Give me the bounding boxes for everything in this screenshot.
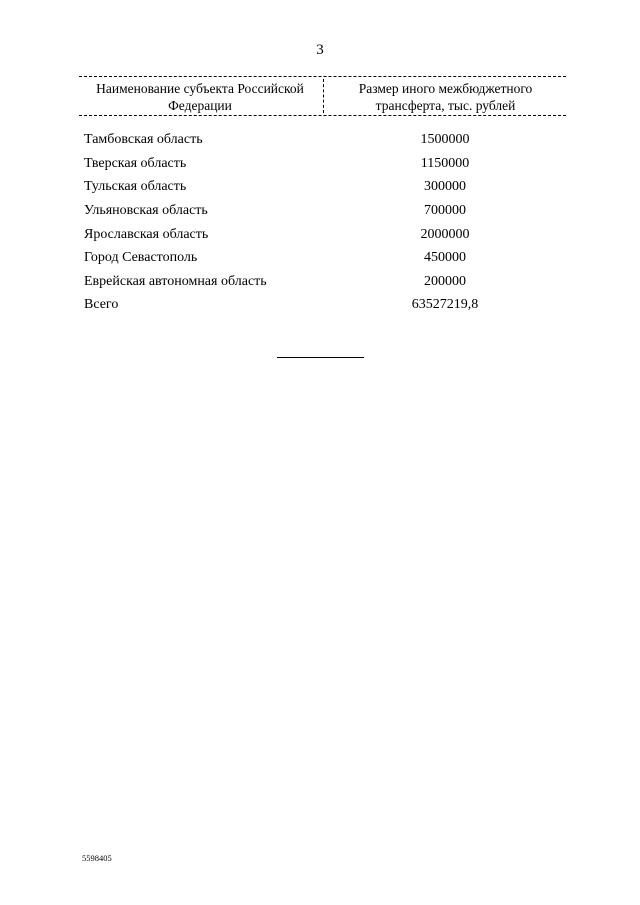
row-total-label: Всего xyxy=(84,297,119,312)
table-row xyxy=(0,153,640,175)
row-transfer-value: 1500000 xyxy=(420,132,470,147)
table-row xyxy=(0,176,640,198)
table-row xyxy=(0,271,640,293)
page-number: 3 xyxy=(316,42,324,58)
row-transfer-value: 1150000 xyxy=(420,156,470,171)
row-subject-name: Ярославская область xyxy=(84,227,209,242)
document-code: 5598405 xyxy=(82,853,112,863)
table-row xyxy=(0,247,640,269)
row-total-value: 63527219,8 xyxy=(411,297,479,312)
row-transfer-value: 200000 xyxy=(424,274,466,289)
header-transfer-amount: Размер иного межбюджетного трансферта, тыс. рублей xyxy=(358,81,533,113)
table-row xyxy=(0,224,640,246)
row-subject-name: Ульяновская область xyxy=(84,203,208,218)
row-subject-name: Тверская область xyxy=(84,156,187,171)
end-of-table-rule xyxy=(277,357,364,358)
table-row xyxy=(0,200,640,222)
row-subject-name: Тамбовская область xyxy=(84,132,203,147)
row-subject-name: Тульская область xyxy=(84,179,187,194)
row-transfer-value: 450000 xyxy=(424,250,466,265)
row-transfer-value: 300000 xyxy=(424,179,466,194)
header-subject-name: Наименование субъекта Российской Федерации xyxy=(96,81,304,113)
row-subject-name: Город Севастополь xyxy=(84,250,198,265)
table-row xyxy=(0,129,640,151)
table-header xyxy=(79,76,566,116)
table-row-total xyxy=(0,294,640,316)
row-transfer-value: 700000 xyxy=(424,203,466,218)
row-subject-name: Еврейская автономная область xyxy=(84,274,267,289)
header-divider xyxy=(323,79,324,113)
row-transfer-value: 2000000 xyxy=(420,227,470,242)
